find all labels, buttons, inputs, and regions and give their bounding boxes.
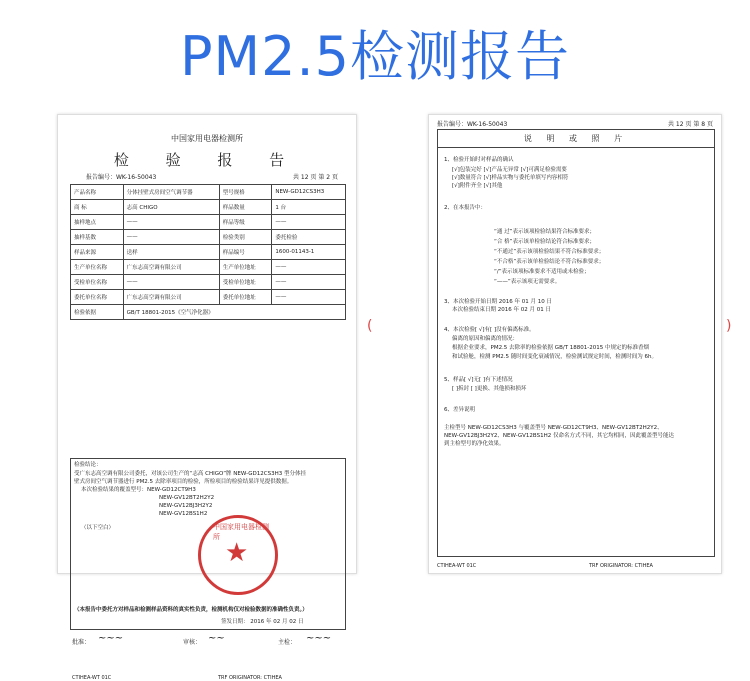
note-line: [√]附件齐全 [√]其他 bbox=[452, 183, 503, 189]
notes-caption: 说 明 或 照 片 bbox=[438, 133, 714, 148]
table-label-cell: 委托单位地址 bbox=[219, 290, 272, 305]
conclusion-line: 受广东志高空调有限公司委托，对该公司生产的“志高 CHIGO”牌 NEW-GD12CS3H3 型分体挂 bbox=[74, 471, 306, 477]
table-value-cell: 委托检验 bbox=[272, 230, 346, 245]
note-line: 1、检验开始时对样品的确认 bbox=[444, 157, 514, 163]
table-label-cell: 抽样地点 bbox=[71, 215, 124, 230]
note-line: 5、样品[ √]无[ ]有下述情况 bbox=[444, 377, 513, 383]
note-line: “不合格”表示该单检验结论不符合标准要求； bbox=[494, 259, 605, 265]
table-value-cell: GB/T 18801-2015《空气净化器》 bbox=[123, 305, 345, 320]
page-info: 共 12 页 第 2 页 bbox=[293, 174, 338, 181]
table-value-cell: 1600-01143-1 bbox=[272, 245, 346, 260]
note-line: 主检型号 NEW-GD12CS3H3 与覆盖型号 NEW-GD12CT9H3、NEW-GV12BT2H2Y2、 bbox=[444, 425, 663, 431]
table-value-cell: 志高 CHIGO bbox=[123, 200, 219, 215]
table-row bbox=[71, 290, 346, 305]
table-label-cell: 生产单位地址 bbox=[219, 260, 272, 275]
table-label-cell: 样品编号 bbox=[219, 245, 272, 260]
table-label-cell: 产品名称 bbox=[71, 185, 124, 200]
inspection-seal bbox=[198, 515, 278, 595]
table-row bbox=[71, 215, 346, 230]
note-line: 4、本次检验[ √]有[ ]没有偏离标准。 bbox=[444, 327, 535, 333]
table-value-cell: 分体挂壁式房间空气调节器 bbox=[123, 185, 219, 200]
table-row bbox=[71, 305, 346, 320]
note-line: “——”表示该项无需要求。 bbox=[494, 279, 561, 285]
note-line: [√]数量符合 [√]样品实物与委托单填写内容相符 bbox=[452, 175, 569, 181]
notes-box bbox=[437, 129, 715, 557]
table-label-cell: 生产单位名称 bbox=[71, 260, 124, 275]
table-value-cell: —— bbox=[123, 215, 219, 230]
signature-image: ~~ bbox=[208, 633, 225, 644]
footer-left: CTIHEA-WT 01C bbox=[437, 563, 477, 569]
footer-right: TRF ORIGINATOR: CTIHEA bbox=[218, 675, 282, 681]
table-value-cell: 广东志高空调有限公司 bbox=[123, 290, 219, 305]
conclusion-line: NEW-GV12BT2H2Y2 bbox=[159, 495, 215, 501]
table-label-cell: 委托单位名称 bbox=[71, 290, 124, 305]
table-value-cell: NEW-GD12CS3H3 bbox=[272, 185, 346, 200]
table-label-cell: 受检单位名称 bbox=[71, 275, 124, 290]
seal-ring-text: 中国家用电器检测所 bbox=[213, 523, 269, 541]
disclaimer: （本报告中委托方对样品和检测样品资料的真实性负责，检测机构仅对检验数据的准确性负责。） bbox=[74, 607, 308, 613]
signature-image: ~~~ bbox=[306, 633, 332, 644]
table-value-cell: —— bbox=[272, 290, 346, 305]
conclusion-line: 本次检验结果的覆盖型号：NEW-GD12CT9H3 bbox=[81, 487, 196, 493]
signature-image: ~~~ bbox=[98, 633, 124, 644]
signer-review: 审核： bbox=[183, 639, 202, 646]
note-line: 2、在本报告中： bbox=[444, 205, 486, 211]
note-line: “不通过”表示该项检验结果不符合标准要求； bbox=[494, 249, 605, 255]
table-label-cell: 商 标 bbox=[71, 200, 124, 215]
report-page-right bbox=[428, 114, 722, 574]
note-line: [ ]拆封 [ ]更换、其他损和损坏 bbox=[452, 386, 527, 392]
note-line: “/”表示该项标准要求不适用或未检验； bbox=[494, 269, 590, 275]
table-row bbox=[71, 185, 346, 200]
note-line: 6、差异说明 bbox=[444, 407, 475, 413]
note-line: 偏离的原因和偏离的情况： bbox=[452, 336, 519, 342]
table-value-cell: —— bbox=[123, 275, 219, 290]
note-line: 3、本次检验开始日期 2016 年 01 月 10 日 bbox=[444, 299, 552, 305]
conclusion-label: 检验结论： bbox=[74, 462, 102, 468]
page-title: PM2.5检测报告 bbox=[179, 25, 571, 88]
table-value-cell: 广东志高空调有限公司 bbox=[123, 260, 219, 275]
table-label-cell: 检验类别 bbox=[219, 230, 272, 245]
report-page-left bbox=[57, 114, 357, 681]
note-line: [√]包装完好 [√]产品无异常 [√]可满足检验需要 bbox=[452, 167, 567, 173]
seal-edge-mark: ) bbox=[726, 318, 732, 334]
seal-edge-mark: ( bbox=[367, 318, 373, 334]
table-value-cell: 送样 bbox=[123, 245, 219, 260]
conclusion-line: 壁式房间空气调节器进行 PM2.5 去除率项目的检验，所检项目的检验结果详见提供数据。 bbox=[74, 479, 293, 485]
note-line: NEW-GV12BJ3H2Y2、NEW-GV12BS1H2 仅命名方式不同，其它均相同，因此覆盖型号能达 bbox=[444, 433, 674, 439]
report-number: 报告编号：WK-16-50043 bbox=[86, 174, 157, 181]
table-label-cell: 样品等级 bbox=[219, 215, 272, 230]
table-label-cell: 型号规格 bbox=[219, 185, 272, 200]
table-row bbox=[71, 275, 346, 290]
note-line: “通 过”表示该项检验结果符合标准要求； bbox=[494, 229, 595, 235]
table-value-cell: 1 台 bbox=[272, 200, 346, 215]
info-table bbox=[70, 184, 346, 320]
page-info: 共 12 页 第 8 页 bbox=[668, 121, 713, 128]
table-value-cell: —— bbox=[272, 260, 346, 275]
note-line: 本次检验结束日期 2016 年 02 月 01 日 bbox=[452, 307, 551, 313]
table-row bbox=[71, 230, 346, 245]
table-label-cell: 样品数量 bbox=[219, 200, 272, 215]
table-value-cell: —— bbox=[272, 215, 346, 230]
table-label-cell: 抽样基数 bbox=[71, 230, 124, 245]
conclusion-line: NEW-GV12BS1H2 bbox=[159, 511, 208, 517]
footer-right: TRF ORIGINATOR: CTIHEA bbox=[589, 563, 653, 569]
conclusion-line: NEW-GV12BJ3H2Y2 bbox=[159, 503, 213, 509]
report-title: 检 验 报 告 bbox=[113, 151, 301, 169]
signer-approve: 批准： bbox=[72, 639, 91, 646]
table-row bbox=[71, 200, 346, 215]
note-line: 到主检型号的净化效果。 bbox=[444, 441, 505, 447]
table-value-cell: —— bbox=[272, 275, 346, 290]
table-row bbox=[71, 245, 346, 260]
table-label-cell: 检验依据 bbox=[71, 305, 124, 320]
org-name: 中国家用电器检测所 bbox=[171, 134, 243, 143]
table-label-cell: 受检单位地址 bbox=[219, 275, 272, 290]
table-label-cell: 样品来源 bbox=[71, 245, 124, 260]
footer-left: CTIHEA-WT 01C bbox=[72, 675, 112, 681]
report-number: 报告编号：WK-16-50043 bbox=[437, 121, 508, 128]
signer-main: 主检： bbox=[278, 639, 297, 646]
table-row bbox=[71, 260, 346, 275]
table-value-cell: —— bbox=[123, 230, 219, 245]
star-icon: ★ bbox=[225, 538, 249, 568]
note-line: “合 格”表示该单检验结论符合标准要求； bbox=[494, 239, 595, 245]
note-line: 和试验舱，检测 PM2.5 随时间变化衰减情况，检验测试规定时间，检测时间为 6h。 bbox=[452, 354, 658, 360]
sign-date: 签发日期： 2016 年 02 月 02 日 bbox=[221, 619, 304, 625]
conclusion-line: （以下空白） bbox=[81, 525, 115, 531]
note-line: 根据企业要求，PM2.5 去除率的检验依据 GB/T 18801-2015 中规定的标准香烟 bbox=[452, 345, 650, 351]
